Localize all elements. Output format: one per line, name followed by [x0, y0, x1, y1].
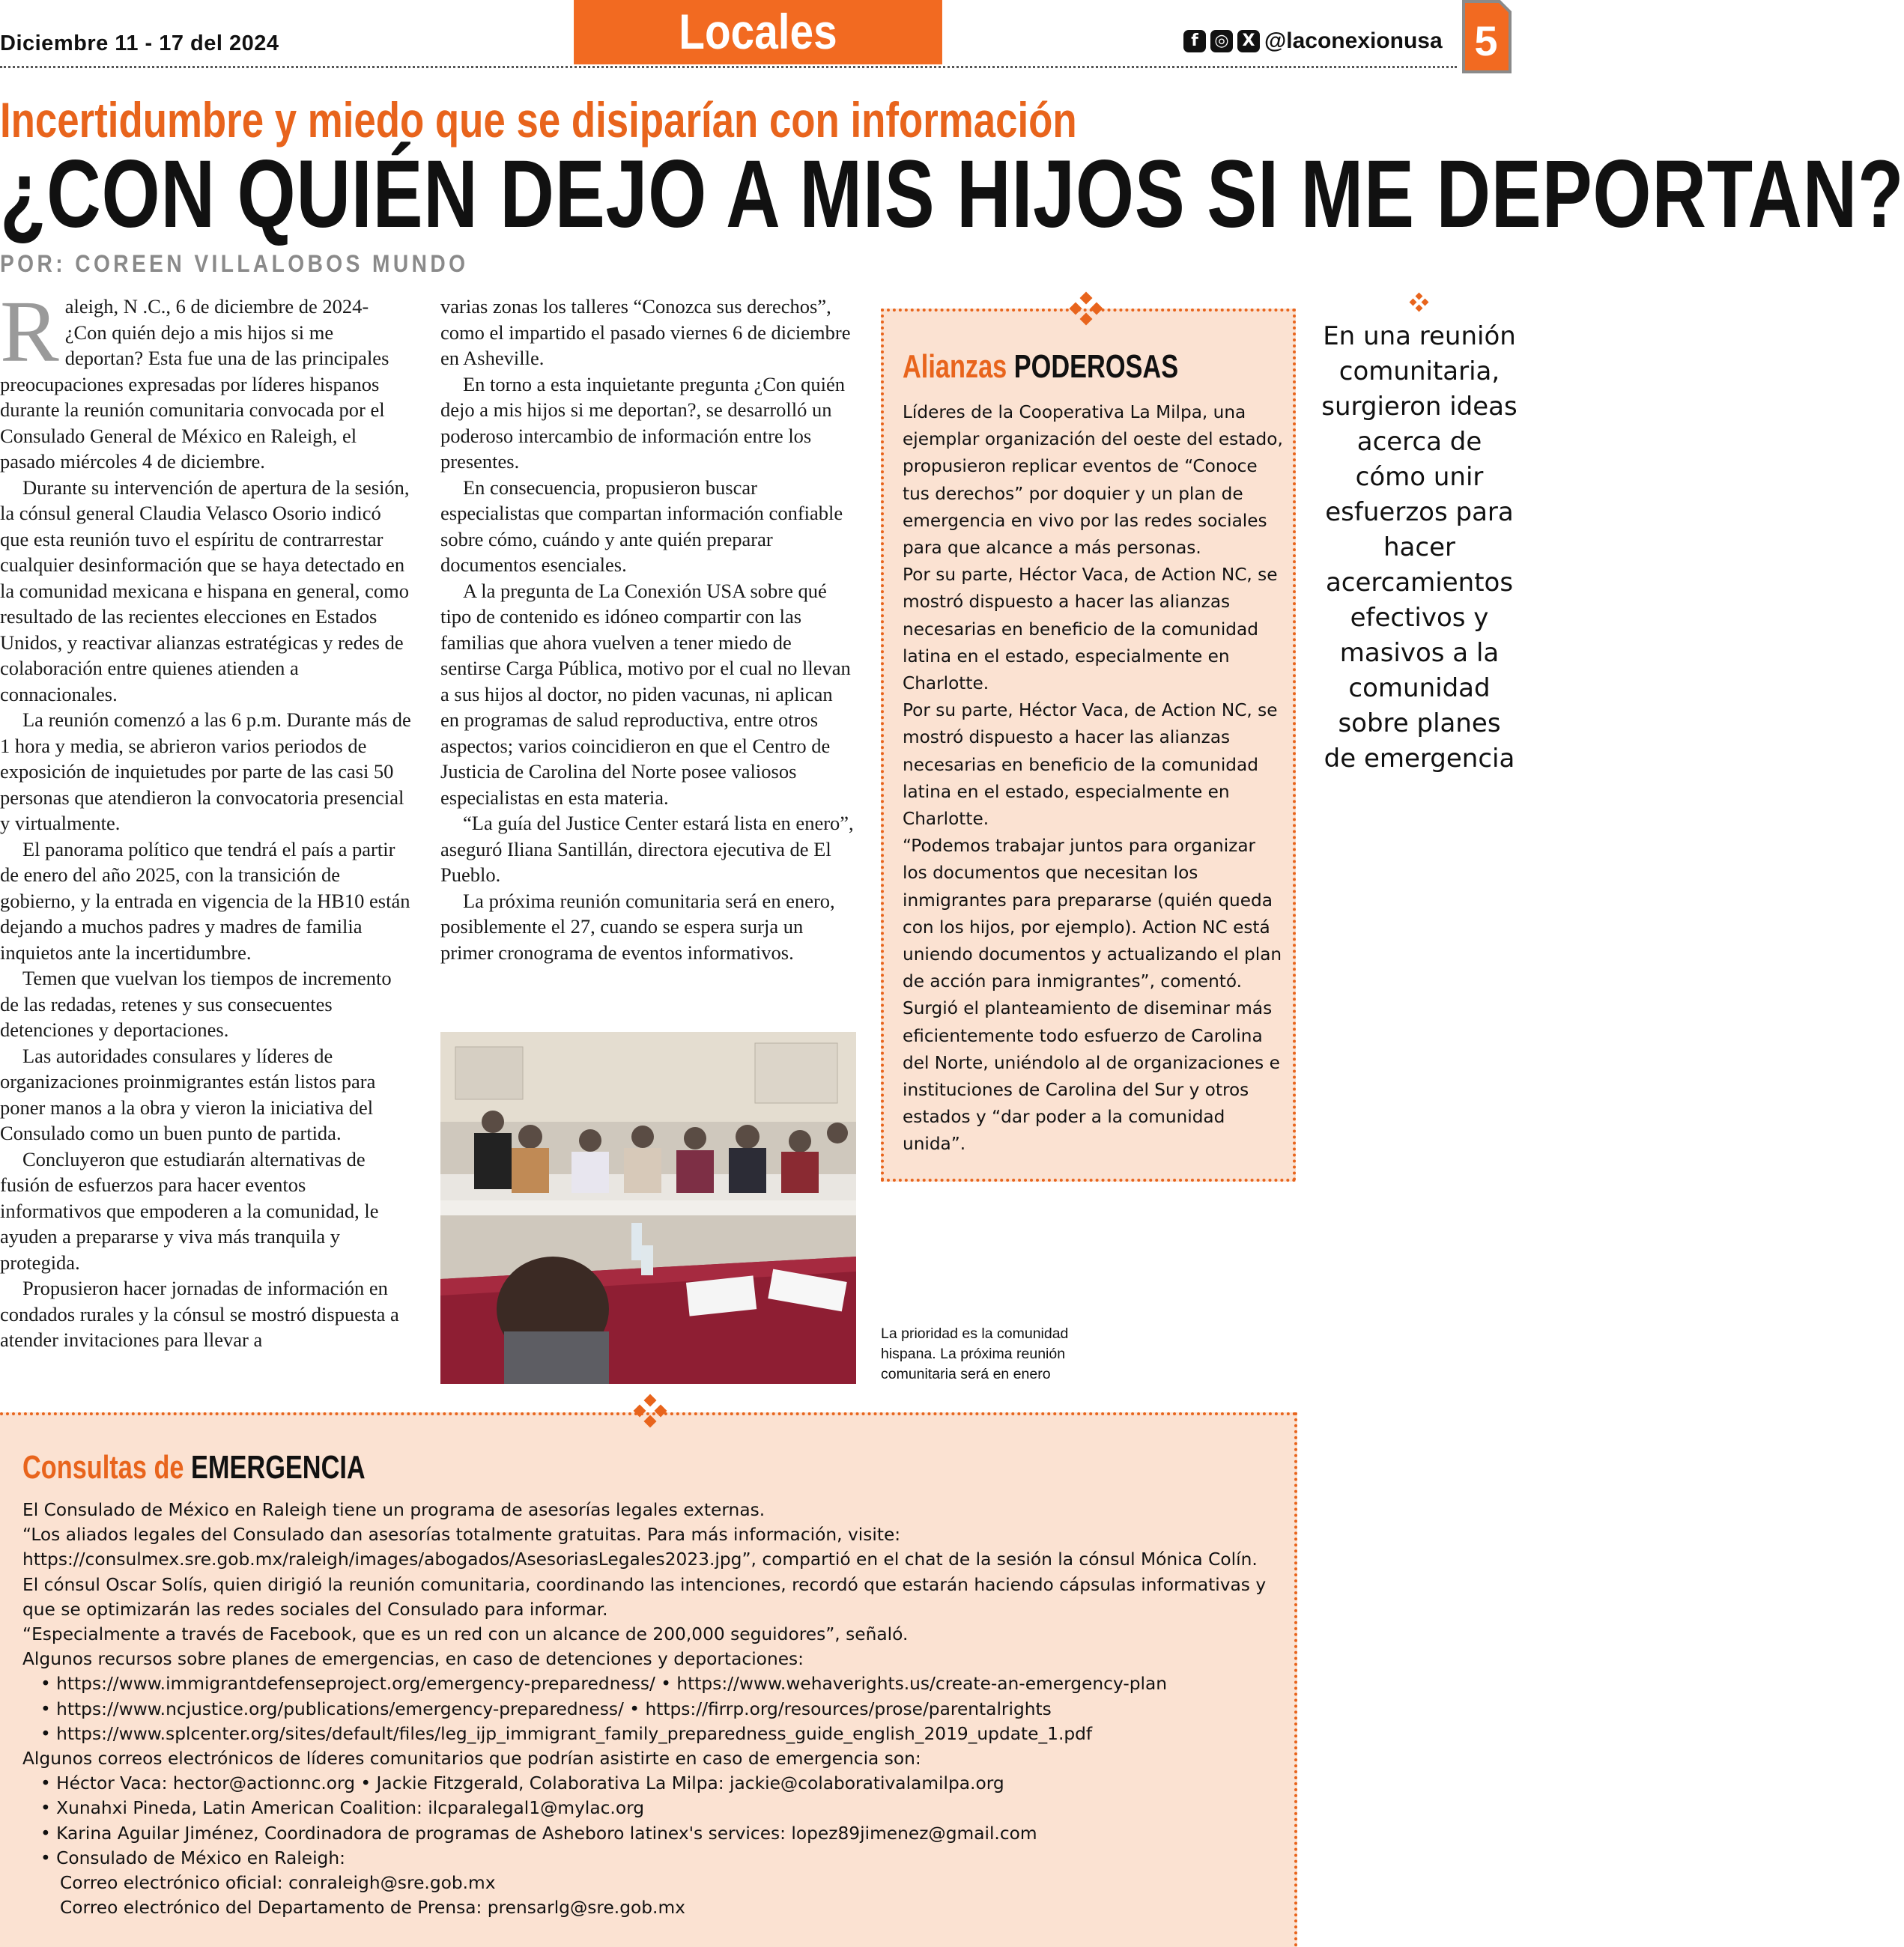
paragraph: Algunos recursos sobre planes de emergencias, en caso de detenciones y deportaciones:	[22, 1649, 804, 1670]
paragraph: Propusieron hacer jornadas de información en condados rurales y la cónsul se mostró dispuesta a atender invitaciones para llevar a	[0, 1277, 399, 1351]
paragraph: El cónsul Oscar Solís, quien dirigió la reunión comunitaria, coordinando las intenciones, recordó que estarán haciendo cápsulas informativas y que se optimizarán las redes sociales del Consulado para informar.	[22, 1574, 1267, 1620]
section-tab: Locales	[574, 0, 942, 64]
contact-item: • Héctor Vaca: hector@actionnc.org • Jackie Fitzgerald, Colaborativa La Milpa: jackie@colaborativalamilpa.org	[40, 1773, 1004, 1794]
facebook-icon: f	[1183, 30, 1206, 52]
diamond-ornament-icon	[1065, 292, 1107, 334]
paragraph: Líderes de la Cooperativa La Milpa, una ejemplar organización del oeste del estado, propusieron replicar eventos de “Conoce tus derechos” por doquier y un plan de emergencia en vivo por las redes sociales para que alcance a más personas.	[903, 402, 1283, 559]
article-column-2	[440, 294, 856, 965]
paragraph: El Consulado de México en Raleigh tiene un programa de asesorías legales externas.	[22, 1500, 765, 1520]
article-kicker: Incertidumbre y miedo que se disiparían con información	[0, 92, 1077, 148]
resource-link: • https://www.splcenter.org/sites/default/files/leg_ijp_immigrant_family_preparedness_guide_english_2019_update_1.pdf	[40, 1723, 1093, 1744]
article-headline: ¿CON QUIÉN DEJO A MIS HIJOS SI ME DEPORTAN?	[0, 141, 1904, 248]
consulate-email: Correo electrónico oficial: conraleigh@sre.gob.mx	[60, 1873, 496, 1894]
paragraph: Algunos correos electrónicos de líderes comunitarios que podrían asistirte en caso de emergencia son:	[22, 1749, 921, 1770]
meeting-photo	[440, 1032, 856, 1384]
paragraph: El panorama político que tendrá el país a partir de enero del año 2025, con la transición de gobierno, y la entrada en vigencia de la HB10 están dejando a muchos padres y madres de familia inquietos ante la incertidumbre.	[0, 837, 410, 964]
paragraph: En consecuencia, propusieron buscar especialistas que compartan información confiable sobre cómo, cuándo y ante quién preparar documentos esenciales.	[440, 476, 843, 576]
alliances-title: Alianzas PODEROSAS	[903, 348, 1179, 385]
paragraph: Concluyeron que estudiarán alternativas de fusión de esfuerzos para hacer eventos informativos que empoderen a la comunidad, le ayuden a prepararse y viva más tranquila y protegida.	[0, 1147, 379, 1274]
paragraph: A la pregunta de La Conexión USA sobre qué tipo de contenido es idóneo compartir con las familias que ahora vuelven a tener miedo de sentirse Carga Pública, motivo por el cual no llevan a sus hijos al doctor, no piden vacunas, ni aplican en programas de salud reproductiva, entre otros aspectos; varios coincidieron en que el Centro de Justicia de Carolina del Norte posee valiosos especialistas en esta materia.	[440, 579, 851, 809]
resource-link: • https://www.ncjustice.org/publications/emergency-preparedness/ • https://firrp.org/resources/prose/parentalrights	[40, 1698, 1052, 1719]
paragraph: varias zonas los talleres “Conozca sus derechos”, como el impartido el pasado viernes 6 de diciembre en Asheville.	[440, 295, 851, 369]
paragraph: Raleigh, N .C., 6 de diciembre de 2024- ¿Con quién dejo a mis hijos si me deportan? Esta fue una de las principales preocupaciones expresadas por líderes hispanos durante la reunión comunitaria convocada por el Consulado General de México en Raleigh, el pasado miércoles 4 de diciembre.	[0, 282, 389, 473]
diamond-ornament-icon	[1408, 292, 1431, 315]
resource-link: • https://www.immigrantdefenseproject.org/emergency-preparedness/ • https://www.wehaverights.us/create-an-emergency-plan	[40, 1674, 1168, 1695]
paragraph: Temen que vuelvan los tiempos de incremento de las redadas, retenes y sus consecuentes detenciones y deportaciones.	[0, 967, 392, 1041]
paragraph: “Los aliados legales del Consulado dan asesorías totalmente gratuitas. Para más información, visite: https://consulmex.sre.gob.mx/raleigh/images/abogados/AsesoriasLegales2023.jpg”, compartió en el chat de la sesión la cónsul Mónica Colín.	[22, 1525, 1258, 1570]
alliances-body	[903, 399, 1285, 1158]
paragraph: Por su parte, Héctor Vaca, de Action NC, se mostró dispuesto a hacer las alianzas necesarias en beneficio de la comunidad latina en el estado, especialmente en Charlotte.	[903, 565, 1278, 694]
paragraph: La reunión comenzó a las 6 p.m. Durante más de 1 hora y media, se abrieron varios periodos de exposición de inquietudes por parte de las casi 50 personas que atendieron la convocatoria presencial y virtualmente.	[0, 708, 411, 834]
diamond-ornament-icon	[629, 1394, 671, 1436]
paragraph: Surgió el planteamiento de diseminar más eficientemente todo esfuerzo de Carolina del Norte, uniéndolo al de organizaciones e instituciones de Carolina del Sur y otros estados y “dar poder a la comunidad unida”.	[903, 998, 1280, 1155]
page-number: 5	[1474, 17, 1498, 64]
paragraph: Por su parte, Héctor Vaca, de Action NC, se mostró dispuesto a hacer las alianzas necesarias en beneficio de la comunidad latina en el estado, especialmente en Charlotte.	[903, 700, 1278, 830]
article-column-1	[0, 282, 412, 1353]
pull-quote: En una reunión comunitaria, surgieron ideas acerca de cómo unir esfuerzos para hacer acercamientos efectivos y masivos a la comunidad sobre planes de emergencia	[1321, 321, 1518, 774]
contact-item: • Karina Aguilar Jiménez, Coordinadora de programas de Asheboro latinex's services: lopez89jimenez@gmail.com	[40, 1823, 1037, 1844]
paragraph: Durante su intervención de apertura de la sesión, la cónsul general Claudia Velasco Osorio indicó que esta reunión tuvo el espíritu de contrarrestar cualquier desinformación que se haya detectado en la comunidad mexicana e hispana en general, como resultado de las recientes elecciones en Estados Unidos, y reactivar alianzas estratégicas y redes de colaboración entre quienes atienden a connacionales.	[0, 476, 410, 705]
issue-date: Diciembre 11 - 17 del 2024	[0, 31, 279, 55]
header-rule	[0, 66, 1457, 68]
contact-item: • Consulado de México en Raleigh:	[40, 1847, 345, 1868]
x-icon: X	[1237, 30, 1260, 52]
paragraph: La próxima reunión comunitaria será en enero, posiblemente el 27, cuando se espera surja un primer cronograma de eventos informativos.	[440, 889, 835, 964]
paragraph: Las autoridades consulares y líderes de organizaciones proinmigrantes están listos para poner manos a la obra y vieron la iniciativa del Consulado como un buen punto de partida.	[0, 1044, 376, 1144]
emergency-body	[22, 1498, 1281, 1920]
paragraph: En torno a esta inquietante pregunta ¿Con quién dejo a mis hijos si me deportan?, se desarrolló un poderoso intercambio de información entre los presentes.	[440, 372, 845, 473]
consulate-email: Correo electrónico del Departamento de Prensa: prensarlg@sre.gob.mx	[60, 1898, 685, 1919]
article-byline: POR: COREEN VILLALOBOS MUNDO	[0, 250, 469, 277]
paragraph: “Especialmente a través de Facebook, que es un red con un alcance de 200,000 seguidores”, señaló.	[22, 1624, 909, 1645]
photo-caption: La prioridad es la comunidad hispana. La próxima reunión comunitaria será en enero	[881, 1325, 1069, 1382]
instagram-icon: ◎	[1210, 30, 1233, 52]
paragraph: “Podemos trabajar juntos para organizar los documentos que necesitan los inmigrantes para prepararse (quién queda con los hijos, por ejemplo). Action NC está uniendo documentos y actualizando el plan de acción para inmigrantes”, comentó.	[903, 836, 1282, 992]
social-handle: @laconexionusa	[1264, 28, 1443, 53]
drop-cap: R	[0, 282, 59, 380]
social-handles	[1183, 28, 1443, 54]
contact-item: • Xunahxi Pineda, Latin American Coalition: ilcparalegal1@mylac.org	[40, 1798, 645, 1819]
paragraph: “La guía del Justice Center estará lista en enero”, aseguró Iliana Santillán, directora ejecutiva de El Pueblo.	[440, 812, 854, 886]
emergency-title: Consultas de EMERGENCIA	[22, 1449, 366, 1486]
page-number-tab	[1461, 0, 1513, 75]
